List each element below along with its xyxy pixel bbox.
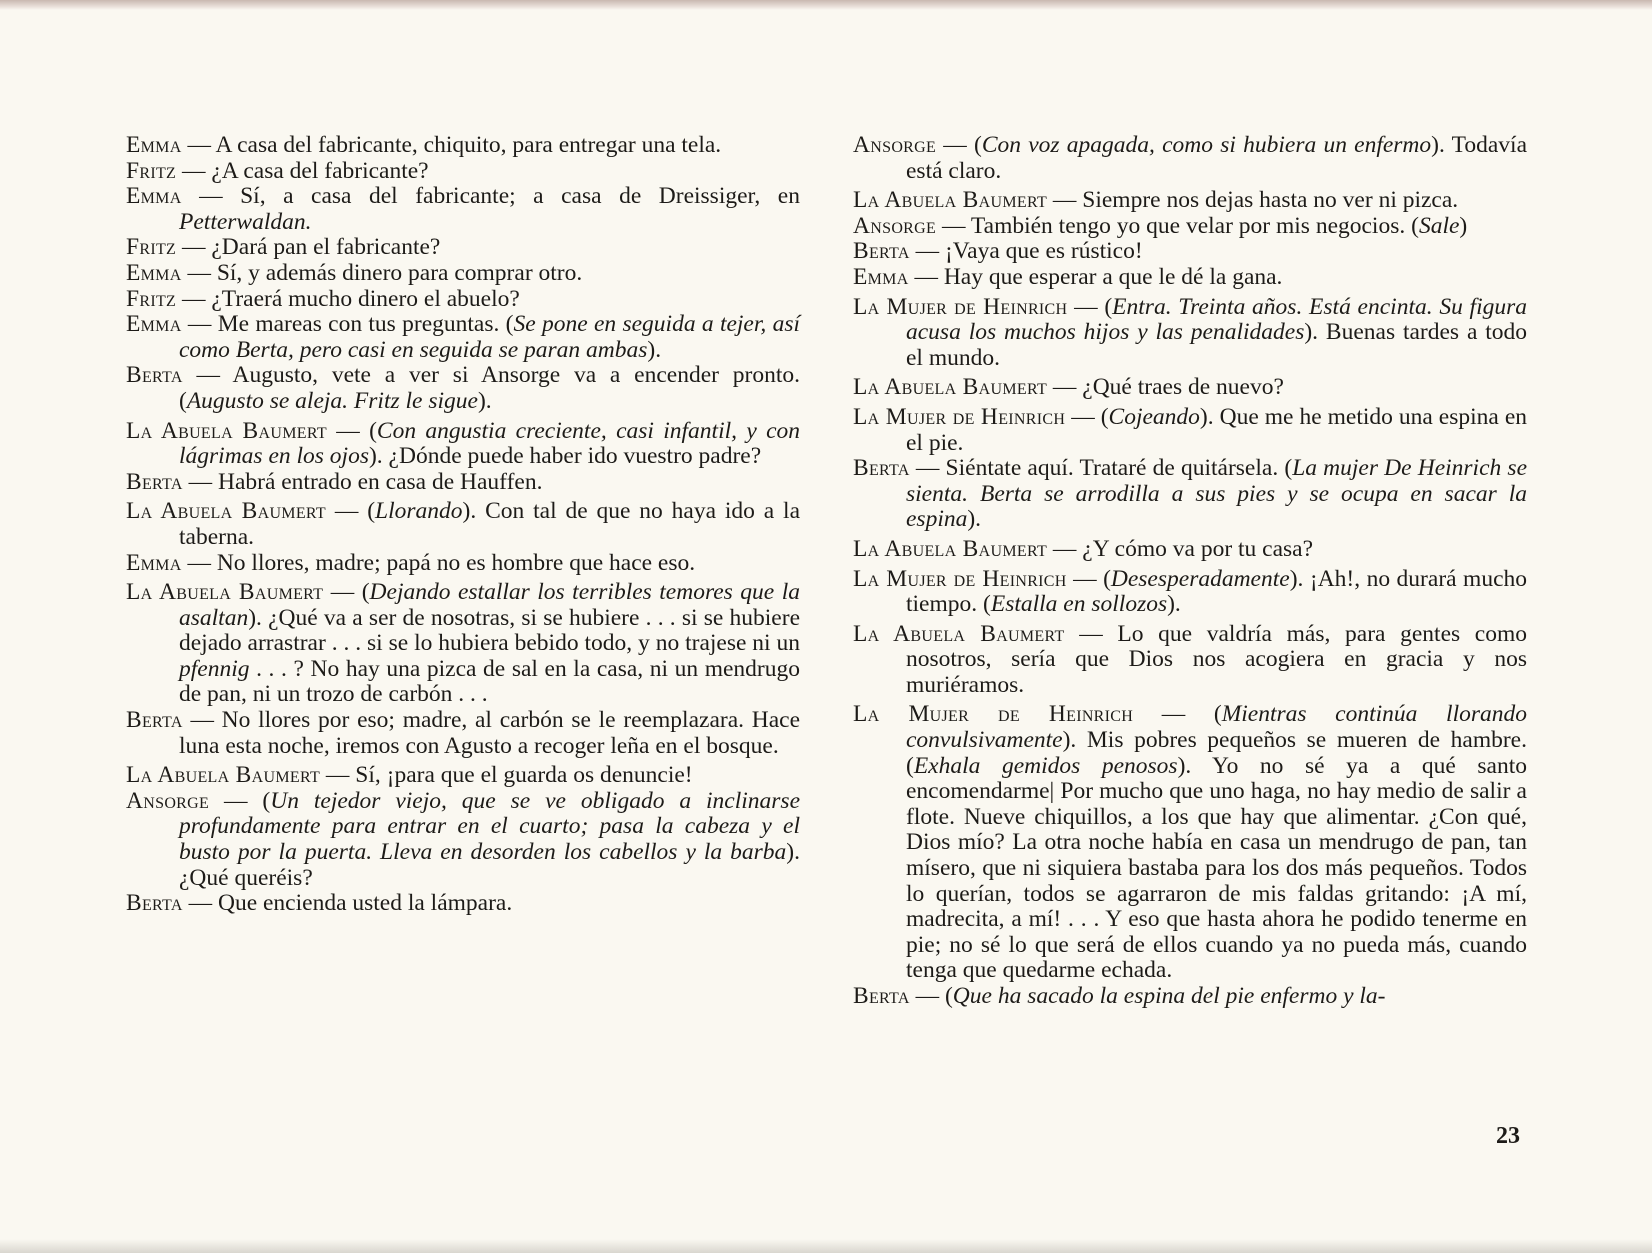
dialogue-text: ). ¿Qué va a ser de nosotras, si se hubiere . . . si se hubiere dejado arrastrar . . . si se lo hubiera bebido todo, y no trajese ni un — [179, 604, 800, 657]
dialogue-text: ¿Y cómo va por tu casa? — [1082, 535, 1314, 562]
speaker-name: Emma — [126, 183, 182, 210]
stage-direction: pfennig — [179, 655, 250, 682]
speaker-name: Emma — [126, 549, 182, 576]
speaker-name: La Abuela Baumert — [853, 374, 1048, 401]
dialogue-text: ). — [1167, 591, 1181, 618]
dialogue-text: Siéntate aquí. Trataré de quitársela. ( — [945, 455, 1293, 482]
stage-direction: Se pone en seguida a tejer, así como Berta, pero casi en seguida se paran ambas — [179, 311, 801, 363]
stage-direction: Estalla en sollozos — [990, 591, 1168, 618]
dialogue-text: Hay que esperar a que le dé la gana. — [943, 263, 1283, 290]
speaker-name: Emma — [126, 132, 182, 158]
dialogue-text: ). Mis pobres pequeños se mueren de hambre. ( — [906, 727, 1527, 779]
dialogue-text: ( — [1100, 403, 1109, 430]
dialogue-text: ¿A casa del fabricante? — [211, 157, 429, 184]
dialogue-line: Berta — ¡Vaya que es rústico! — [853, 238, 1143, 265]
dialogue-text: ( — [944, 983, 953, 1009]
dialogue-line: La Abuela Baumert — (Con angustia creciente, casi infantil, y con lágrimas en los ojos). ¿Dónde puede haber ido vuestro padre? — [126, 417, 801, 470]
speaker-name: Fritz — [126, 285, 177, 312]
dialogue-line: Emma — A casa del fabricante, chiquito, para entregar una tela. — [126, 132, 722, 158]
dialogue-text: Que encienda usted la lámpara. — [217, 890, 513, 917]
dialogue-line: Fritz — ¿A casa del fabricante? — [126, 157, 429, 184]
stage-direction: Sale — [1418, 212, 1460, 239]
dialogue-line: Emma — Hay que esperar a que le dé la gana. — [853, 263, 1283, 290]
speaker-name: Fritz — [126, 234, 177, 261]
page-number: 23 — [1496, 1123, 1520, 1149]
dialogue-text: Habrá entrado en casa de Hauffen. — [217, 468, 543, 495]
dialogue-text: ). Que me he metido una espina en el pie. — [906, 403, 1528, 456]
speaker-name: Ansorge — [853, 212, 937, 239]
dialogue-text: ¿Dará pan el fabricante? — [211, 234, 441, 261]
stage-direction: Desesperadamente — [1110, 565, 1290, 592]
speaker-name: Berta — [126, 468, 183, 495]
dialogue-text: ). ¡Ah!, no durará mucho tiempo. ( — [906, 565, 1527, 618]
dialogue-text: No llores, madre; papá no es hombre que hace eso. — [216, 549, 696, 576]
dialogue-line: La Mujer de Heinrich — (Entra. Treinta años. Está encinta. Su figura acusa los muchos hijos y las penalidades). Buenas tardes a todo el mundo. — [853, 293, 1528, 371]
dialogue-line: La Abuela Baumert — Siempre nos dejas hasta no ver ni pizca. — [853, 187, 1459, 214]
speaker-name: La Mujer de Heinrich — [853, 701, 1134, 728]
dialogue-text: ¡Vaya que es rústico! — [944, 238, 1143, 265]
dialogue-line: Berta — Augusto, vete a ver si Ansorge va a encender pronto. (Augusto se aleja. Fritz le sigue). — [126, 362, 800, 414]
dialogue-text: ( — [1104, 293, 1113, 320]
dialogue-line: La Abuela Baumert — Sí, ¡para que el guarda os denuncie! — [126, 762, 693, 789]
dialogue-line: Emma — Me mareas con tus preguntas. (Se pone en seguida a tejer, así como Berta, pero casi en seguida se paran ambas). — [126, 311, 801, 363]
speaker-name: La Abuela Baumert — [853, 620, 1065, 647]
page-top-edge — [0, 0, 1652, 10]
stage-direction: Dejando estallar los terribles temores que la asaltan — [179, 579, 800, 631]
stage-direction: Con angustia creciente, casi infantil, y con lágrimas en los ojos — [179, 417, 801, 470]
speaker-name: Emma — [126, 259, 182, 286]
speaker-name: La Abuela Baumert — [126, 498, 326, 525]
stage-direction: Un tejedor viejo, que se ve obligado a inclinarse profundamente para entrar en el cuarto; pasa la cabeza y el busto por la puerta. Lleva en desorden los cabellos y la barba — [179, 787, 801, 866]
dialogue-text: ). — [477, 387, 492, 414]
dialogue-line: Ansorge — (Un tejedor viejo, que se ve obligado a inclinarse profundamente para entrar en el cuarto; pasa la cabeza y el busto por la puerta. Lleva en desorden los cabellos y la barba). ¿Qué queréis? — [126, 787, 801, 891]
speaker-name: La Abuela Baumert — [126, 579, 324, 606]
speaker-name: Berta — [126, 362, 183, 389]
stage-direction: Exhala gemidos penosos — [913, 752, 1178, 779]
speaker-name: Ansorge — [853, 132, 937, 158]
dialogue-text: ). Buenas tardes a todo el mundo. — [906, 319, 1528, 371]
dialogue-text: Me mareas con tus preguntas. ( — [217, 311, 514, 338]
dialogue-line: Berta — No llores por eso; madre, al carbón se le reemplazara. Hace luna esta noche, iremos con Agusto a recoger leña en el bosque. — [126, 707, 800, 759]
dialogue-text: También tengo yo que velar por mis negocios. ( — [970, 212, 1419, 239]
dialogue-text: ( — [369, 417, 377, 444]
page-bottom-edge — [0, 1239, 1652, 1253]
stage-direction: Petterwaldan. — [179, 208, 312, 235]
dialogue-line: Fritz — ¿Dará pan el fabricante? — [126, 234, 441, 261]
dialogue-text: ). ¿Qué queréis? — [179, 839, 800, 891]
dialogue-line: La Abuela Baumert — (Dejando estallar los terribles temores que la asaltan). ¿Qué va a ser de nosotras, si se hubiere . . . si se hubiere dejado arrastrar . . . si se lo hubiera bebido todo, y no trajese ni un pfennig . . . ? No hay una pizca de sal en la casa, ni un mendrugo de pan, ni un trozo de carbón . . . — [126, 579, 800, 708]
dialogue-line: Berta — Habrá entrado en casa de Hauffen. — [126, 468, 543, 495]
speaker-name: Emma — [853, 263, 909, 290]
speaker-name: Fritz — [126, 157, 177, 184]
dialogue-text: ¿Traerá mucho dinero el abuelo? — [211, 285, 520, 312]
dialogue-line: Emma — Sí, y además dinero para comprar otro. — [126, 259, 583, 286]
dialogue-line: Emma — No llores, madre; papá no es hombre que hace eso. — [126, 549, 696, 576]
dialogue-text: ). — [647, 336, 662, 363]
stage-direction: Cojeando — [1108, 403, 1200, 430]
dialogue-text: ) — [1459, 212, 1468, 239]
dialogue-text: ). — [967, 506, 982, 533]
dialogue-line: La Mujer de Heinrich — (Desesperadamente). ¡Ah!, no durará mucho tiempo. (Estalla en sollozos). — [853, 565, 1527, 618]
dialogue-text: No llores por eso; madre, al carbón se le reemplazara. Hace luna esta noche, iremos con Agusto a recoger leña en el bosque. — [179, 707, 800, 759]
right-column — [853, 133, 1527, 1010]
dialogue-line: La Mujer de Heinrich — (Cojeando). Que me he metido una espina en el pie. — [853, 403, 1528, 456]
speaker-name: Berta — [853, 238, 910, 265]
dialogue-text: ). ¿Dónde puede haber ido vuestro padre? — [368, 443, 762, 470]
dialogue-text: ( — [262, 787, 271, 814]
dialogue-text: Sí, ¡para que el guarda os denuncie! — [355, 762, 693, 789]
speaker-name: Ansorge — [126, 787, 210, 814]
dialogue-line: Berta — Que encienda usted la lámpara. — [126, 890, 513, 917]
dialogue-text: ( — [1103, 565, 1111, 592]
dialogue-text: ). Yo no sé ya a qué santo encomendarme| Por mucho que uno haga, no hay medio de salir a flote. Nueve chiquillos, a los que hay que alimentar. ¿Con qué, Dios mío? La otra noche había en casa un mendrugo de pan, tan mísero, que ni siquiera bastaba para los dos más pequeños. Todos lo querían, todos se agarraron de mis faldas gritando: ¡A mí, madrecita, a mí! . . . Y eso que hasta ahora he podido tenerme en pie; no sé lo que será de ellos cuando ya no pueda más, cuando tenga que quedarme echada. — [906, 752, 1527, 984]
dialogue-line: La Abuela Baumert — ¿Y cómo va por tu casa? — [853, 535, 1314, 562]
speaker-name: La Mujer de Heinrich — [853, 293, 1068, 320]
speaker-name: Berta — [853, 455, 910, 482]
dialogue-text: . . . ? No hay una pizca de sal en la casa, ni un mendrugo de pan, ni un trozo de carbón . . . — [179, 655, 800, 708]
dialogue-text: Siempre nos dejas hasta no ver ni pizca. — [1082, 187, 1459, 214]
speaker-name: Berta — [126, 890, 183, 917]
speaker-name: La Abuela Baumert — [126, 762, 321, 789]
dialogue-text: A casa del fabricante, chiquito, para entregar una tela. — [215, 132, 722, 158]
dialogue-line: Berta — Siéntate aquí. Trataré de quitársela. (La mujer De Heinrich se sienta. Berta se arrodilla a sus pies y se ocupa en sacar la espina). — [853, 455, 1528, 533]
speaker-name: La Abuela Baumert — [126, 417, 327, 444]
dialogue-line: La Abuela Baumert — (Llorando). Con tal de que no haya ido a la taberna. — [126, 498, 801, 550]
dialogue-line: La Abuela Baumert — ¿Qué traes de nuevo? — [853, 374, 1284, 401]
dialogue-text: ( — [361, 579, 370, 606]
speaker-name: Berta — [853, 983, 910, 1009]
dialogue-line: Emma — Sí, a casa del fabricante; a casa de Dreissiger, en Petterwaldan. — [126, 183, 800, 235]
stage-direction: Mientras continúa llorando convulsivamente — [906, 701, 1528, 754]
dialogue-line: La Abuela Baumert — Lo que valdría más, para gentes como nosotros, sería que Dios nos acogiera en gracia y nos muriéramos. — [853, 620, 1528, 698]
dialogue-line: Fritz — ¿Traerá mucho dinero el abuelo? — [126, 285, 520, 312]
speaker-name: La Mujer de Heinrich — [853, 565, 1067, 592]
dialogue-text: Sí, a casa del fabricante; a casa de Dreissiger, en — [240, 183, 800, 210]
speaker-name: La Abuela Baumert — [853, 187, 1048, 214]
dialogue-text: ( — [1213, 701, 1222, 728]
speaker-name: Berta — [126, 707, 183, 734]
dialogue-text: ¿Qué traes de nuevo? — [1082, 374, 1284, 401]
dialogue-text: ). Todavía está claro. — [906, 132, 1528, 184]
speaker-name: La Mujer de Heinrich — [853, 403, 1066, 430]
dialogue-text: Sí, y además dinero para comprar otro. — [216, 259, 583, 286]
dialogue-text: Lo que valdría más, para gentes como nosotros, sería que Dios nos acogiera en gracia y nos muriéramos. — [906, 620, 1528, 698]
dialogue-line: Ansorge — También tengo yo que velar por mis negocios. (Sale) — [853, 212, 1468, 239]
stage-direction: Con voz apagada, como si hubiera un enfermo — [981, 132, 1432, 158]
speaker-name: Emma — [126, 311, 182, 338]
stage-direction: Llorando — [375, 498, 463, 525]
dialogue-line: Ansorge — (Con voz apagada, como si hubiera un enfermo). Todavía está claro. — [853, 132, 1528, 184]
stage-direction: Entra. Treinta años. Está encinta. Su figura acusa los muchos hijos y las penalidades — [906, 293, 1527, 346]
stage-direction: Que ha sacado la espina del pie enfermo y la- — [952, 983, 1386, 1009]
dialogue-text: ( — [974, 132, 982, 158]
stage-direction: La mujer De Heinrich se sienta. Berta se arrodilla a sus pies y se ocupa en sacar la espina — [906, 455, 1528, 533]
dialogue-text: Augusto, vete a ver si Ansorge va a encender pronto. ( — [179, 362, 800, 414]
stage-direction: Augusto se aleja. Fritz le sigue — [186, 387, 478, 414]
dialogue-text: ( — [367, 498, 376, 525]
left-column — [126, 133, 800, 917]
speaker-name: La Abuela Baumert — [853, 535, 1048, 562]
dialogue-line: Berta — (Que ha sacado la espina del pie enfermo y la- — [853, 983, 1386, 1009]
dialogue-text: ). Con tal de que no haya ido a la taberna. — [179, 498, 801, 550]
dialogue-line: La Mujer de Heinrich — (Mientras continúa llorando convulsivamente). Mis pobres pequeños se mueren de hambre. (Exhala gemidos penosos). Yo no sé ya a qué santo encomendarme| Por mucho que uno haga, no hay medio de salir a flote. Nueve chiquillos, a los que hay que alimentar. ¿Con qué, Dios mío? La otra noche había en casa un mendrugo de pan, tan mísero, que ni siquiera bastaba para los dos más pequeños. Todos lo querían, todos se agarraron de mis faldas gritando: ¡A mí, madrecita, a mí! . . . Y eso que hasta ahora he podido tenerme en pie; no sé lo que será de ellos cuando ya no pueda más, cuando tenga que quedarme echada. — [853, 701, 1528, 984]
